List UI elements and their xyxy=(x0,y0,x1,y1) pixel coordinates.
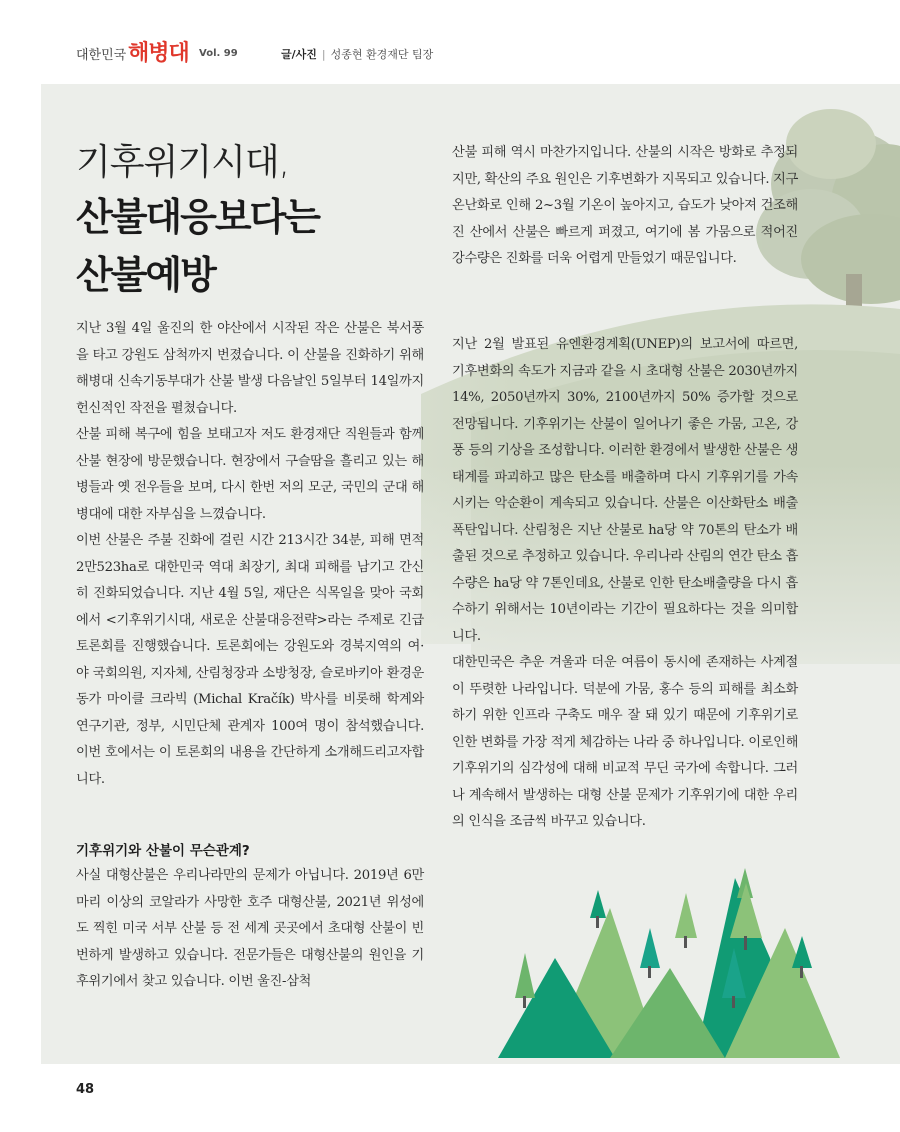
magazine-logo: 해병대 xyxy=(128,41,189,66)
forest-mountains-illustration xyxy=(490,848,850,1058)
section-subheading: 기후위기와 산불이 무슨관계? xyxy=(76,843,250,859)
page-header xyxy=(0,0,900,84)
paragraph: 산불 피해 역시 마찬가지입니다. 산불의 시작은 방화로 추정되지만, 확산의 주요 원인은 기후변화가 지목되고 있습니다. 지구온난화로 인해 2~3월 기온이 높아지고, 습도가 낮아져 건조해진 산에서 산불은 빠르게 퍼졌고, 여기에 봄 가뭄으로 적어진 강수량은 진화를 더욱 어렵게 만들었기 때문입니다. xyxy=(452,145,799,266)
credit-label: 글/사진 xyxy=(281,48,317,61)
paragraph: 대한민국은 추운 겨울과 더운 여름이 동시에 존재하는 사계절이 뚜렷한 나라입니다. 덕분에 가뭄, 홍수 등의 피해를 최소화 하기 위한 인프라 구축도 매우 잘 돼 있기 때문에 기후위기로 인한 변화를 가장 적게 체감하는 나라 중 하나입니다. 이로인해 기후위기의 심각성에 대해 비교적 무딘 국가에 속합니다. 그러나 계속해서 발생하는 대형 산불 문제가 기후위기에 대한 우리의 인식을 조금씩 바꾸고 있습니다. xyxy=(452,655,799,829)
paragraph: 지난 3월 4일 울진의 한 야산에서 시작된 작은 산불은 북서풍을 타고 강원도 삼척까지 번졌습니다. 이 산불을 진화하기 위해 해병대 신속기동부대가 산불 발생 다음날인 5일부터 14일까지 헌신적인 작전을 펼쳤습니다. xyxy=(76,321,424,416)
left-column-body xyxy=(76,316,424,793)
left-column-body-2 xyxy=(76,863,424,996)
title-line-1: 기후위기시대, xyxy=(76,142,290,183)
paragraph: 산불 피해 복구에 힘을 보태고자 저도 환경재단 직원들과 함께 산불 현장에 방문했습니다. 현장에서 구슬땀을 흘리고 있는 해병들과 옛 전우들을 보며, 다시 한번 저의 모군, 국민의 군대 해병대에 대한 자부심을 느꼈습니다. xyxy=(76,427,424,522)
right-column-top xyxy=(452,140,798,273)
credit-author: 성종현 환경재단 팀장 xyxy=(330,48,434,61)
title-line-2: 산불대응보다는 xyxy=(76,195,319,239)
right-column-body xyxy=(452,332,798,836)
paragraph: 이번 산불은 주불 진화에 걸린 시간 213시간 34분, 피해 면적 2만523ha로 대한민국 역대 최장기, 최대 피해를 남기고 간신히 진화되었습니다. 지난 4월 5일, 재단은 식목일을 맞아 국회에서 <기후위기시대, 새로운 산불대응전략>라는 주제로 긴급토론회를 진행했습니다. 토론회에는 강원도와 경북지역의 여·야 국회의원, 지자체, 산림청장과 소방청장, 슬로바키아 환경운동가 마이클 크라빅 (Michal Kračík) 박사를 비롯해 학계와 연구기관, 정부, 시민단체 관계자 100여 명이 참석했습니다. 이번 호에서는 이 토론회의 내용을 간단하게 소개해드리고자합니다. xyxy=(76,533,424,787)
title-line-3: 산불예방 xyxy=(76,253,215,297)
credit-separator: | xyxy=(321,48,326,61)
article-title xyxy=(76,138,436,304)
magazine-name: 대한민국 xyxy=(76,48,127,63)
page-number: 48 xyxy=(76,1082,95,1097)
article-credit xyxy=(281,46,433,62)
volume-number: Vol. 99 xyxy=(199,48,238,59)
paragraph: 사실 대형산불은 우리나라만의 문제가 아닙니다. 2019년 6만 마리 이상의 코알라가 사망한 호주 대형산불, 2021년 위성에도 찍힌 미국 서부 산불 등 전 세계 곳곳에서 초대형 산불이 빈번하게 발생하고 있습니다. 전문가들은 대형산불의 원인을 기후위기에서 찾고 있습니다. 이번 울진-삼척 xyxy=(76,868,424,989)
paragraph: 지난 2월 발표된 유엔환경계획(UNEP)의 보고서에 따르면, 기후변화의 속도가 지금과 같을 시 초대형 산불은 2030년까지 14%, 2050년까지 30%, 2100년까지 50% 증가할 것으로 전망됩니다. 기후위기는 산불이 일어나기 좋은 가뭄, 고온, 강풍 등의 기상을 조성합니다. 이러한 환경에서 발생한 산불은 생태계를 파괴하고 많은 탄소를 배출하며 다시 기후위기를 가속시키는 악순환이 계속되고 있습니다. 산불은 이산화탄소 배출 폭탄입니다. 산림청은 지난 산불로 ha당 약 70톤의 탄소가 배출된 것으로 추정하고 있습니다. 우리나라 산림의 연간 탄소 흡수량은 ha당 약 7톤인데요, 산불로 인한 탄소배출량을 다시 흡수하기 위해서는 10년이라는 기간이 필요하다는 것을 의미합니다. xyxy=(452,337,799,644)
